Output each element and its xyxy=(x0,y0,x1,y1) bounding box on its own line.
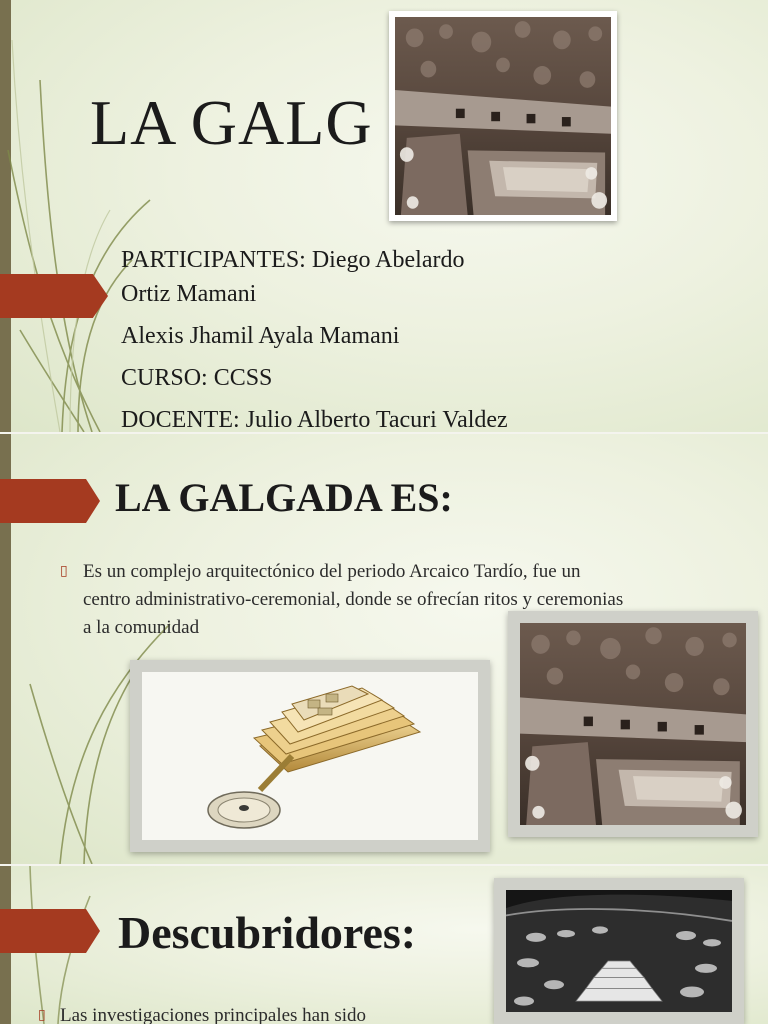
title-slide xyxy=(0,0,768,432)
stepped-pyramid-model-icon xyxy=(142,672,478,840)
teacher-line: DOCENTE: Julio Alberto Tacuri Valdez xyxy=(121,407,508,432)
bullet-icon: ▯ xyxy=(38,1008,46,1023)
ruins-photo-frame xyxy=(508,611,758,837)
discoverers-slide xyxy=(0,866,768,1024)
model-image-frame xyxy=(130,660,490,852)
participant-2: Alexis Jhamil Ayala Mamani xyxy=(121,323,400,349)
section-heading: Descubridores: xyxy=(118,907,417,958)
ruins-photo xyxy=(520,623,746,825)
course-line: CURSO: CCSS xyxy=(121,365,273,391)
participants-line xyxy=(121,243,621,311)
archaeological-site-photo-frame xyxy=(494,878,744,1024)
ruins-photo xyxy=(395,17,611,215)
bullet-icon: ▯ xyxy=(60,564,68,579)
presentation-title: LA GALG xyxy=(90,87,373,158)
arrow-marker xyxy=(0,479,100,523)
slide-sidebar-bar xyxy=(0,0,11,432)
ruins-photo-frame xyxy=(389,11,617,221)
arrow-marker xyxy=(0,274,108,318)
bullet-text: Es un complejo arquitectónico del periodo Arcaico Tardío, fue un centro administrativo-ceremonial, donde se ofrecían ritos y ceremonias a la comunidad xyxy=(83,561,624,638)
archaeological-site-bw-photo xyxy=(506,890,732,1012)
participants-line2: Ortiz Mamani xyxy=(121,281,257,307)
participants-line1: PARTICIPANTES: Diego Abelardo xyxy=(121,247,465,273)
bullet-text: Las investigaciones principales han sido xyxy=(60,1005,367,1024)
participants-info xyxy=(121,243,621,432)
description-slide xyxy=(0,434,768,864)
section-heading: LA GALGADA ES: xyxy=(115,475,453,520)
bullet-item xyxy=(38,1002,480,1024)
arrow-marker xyxy=(0,909,100,953)
